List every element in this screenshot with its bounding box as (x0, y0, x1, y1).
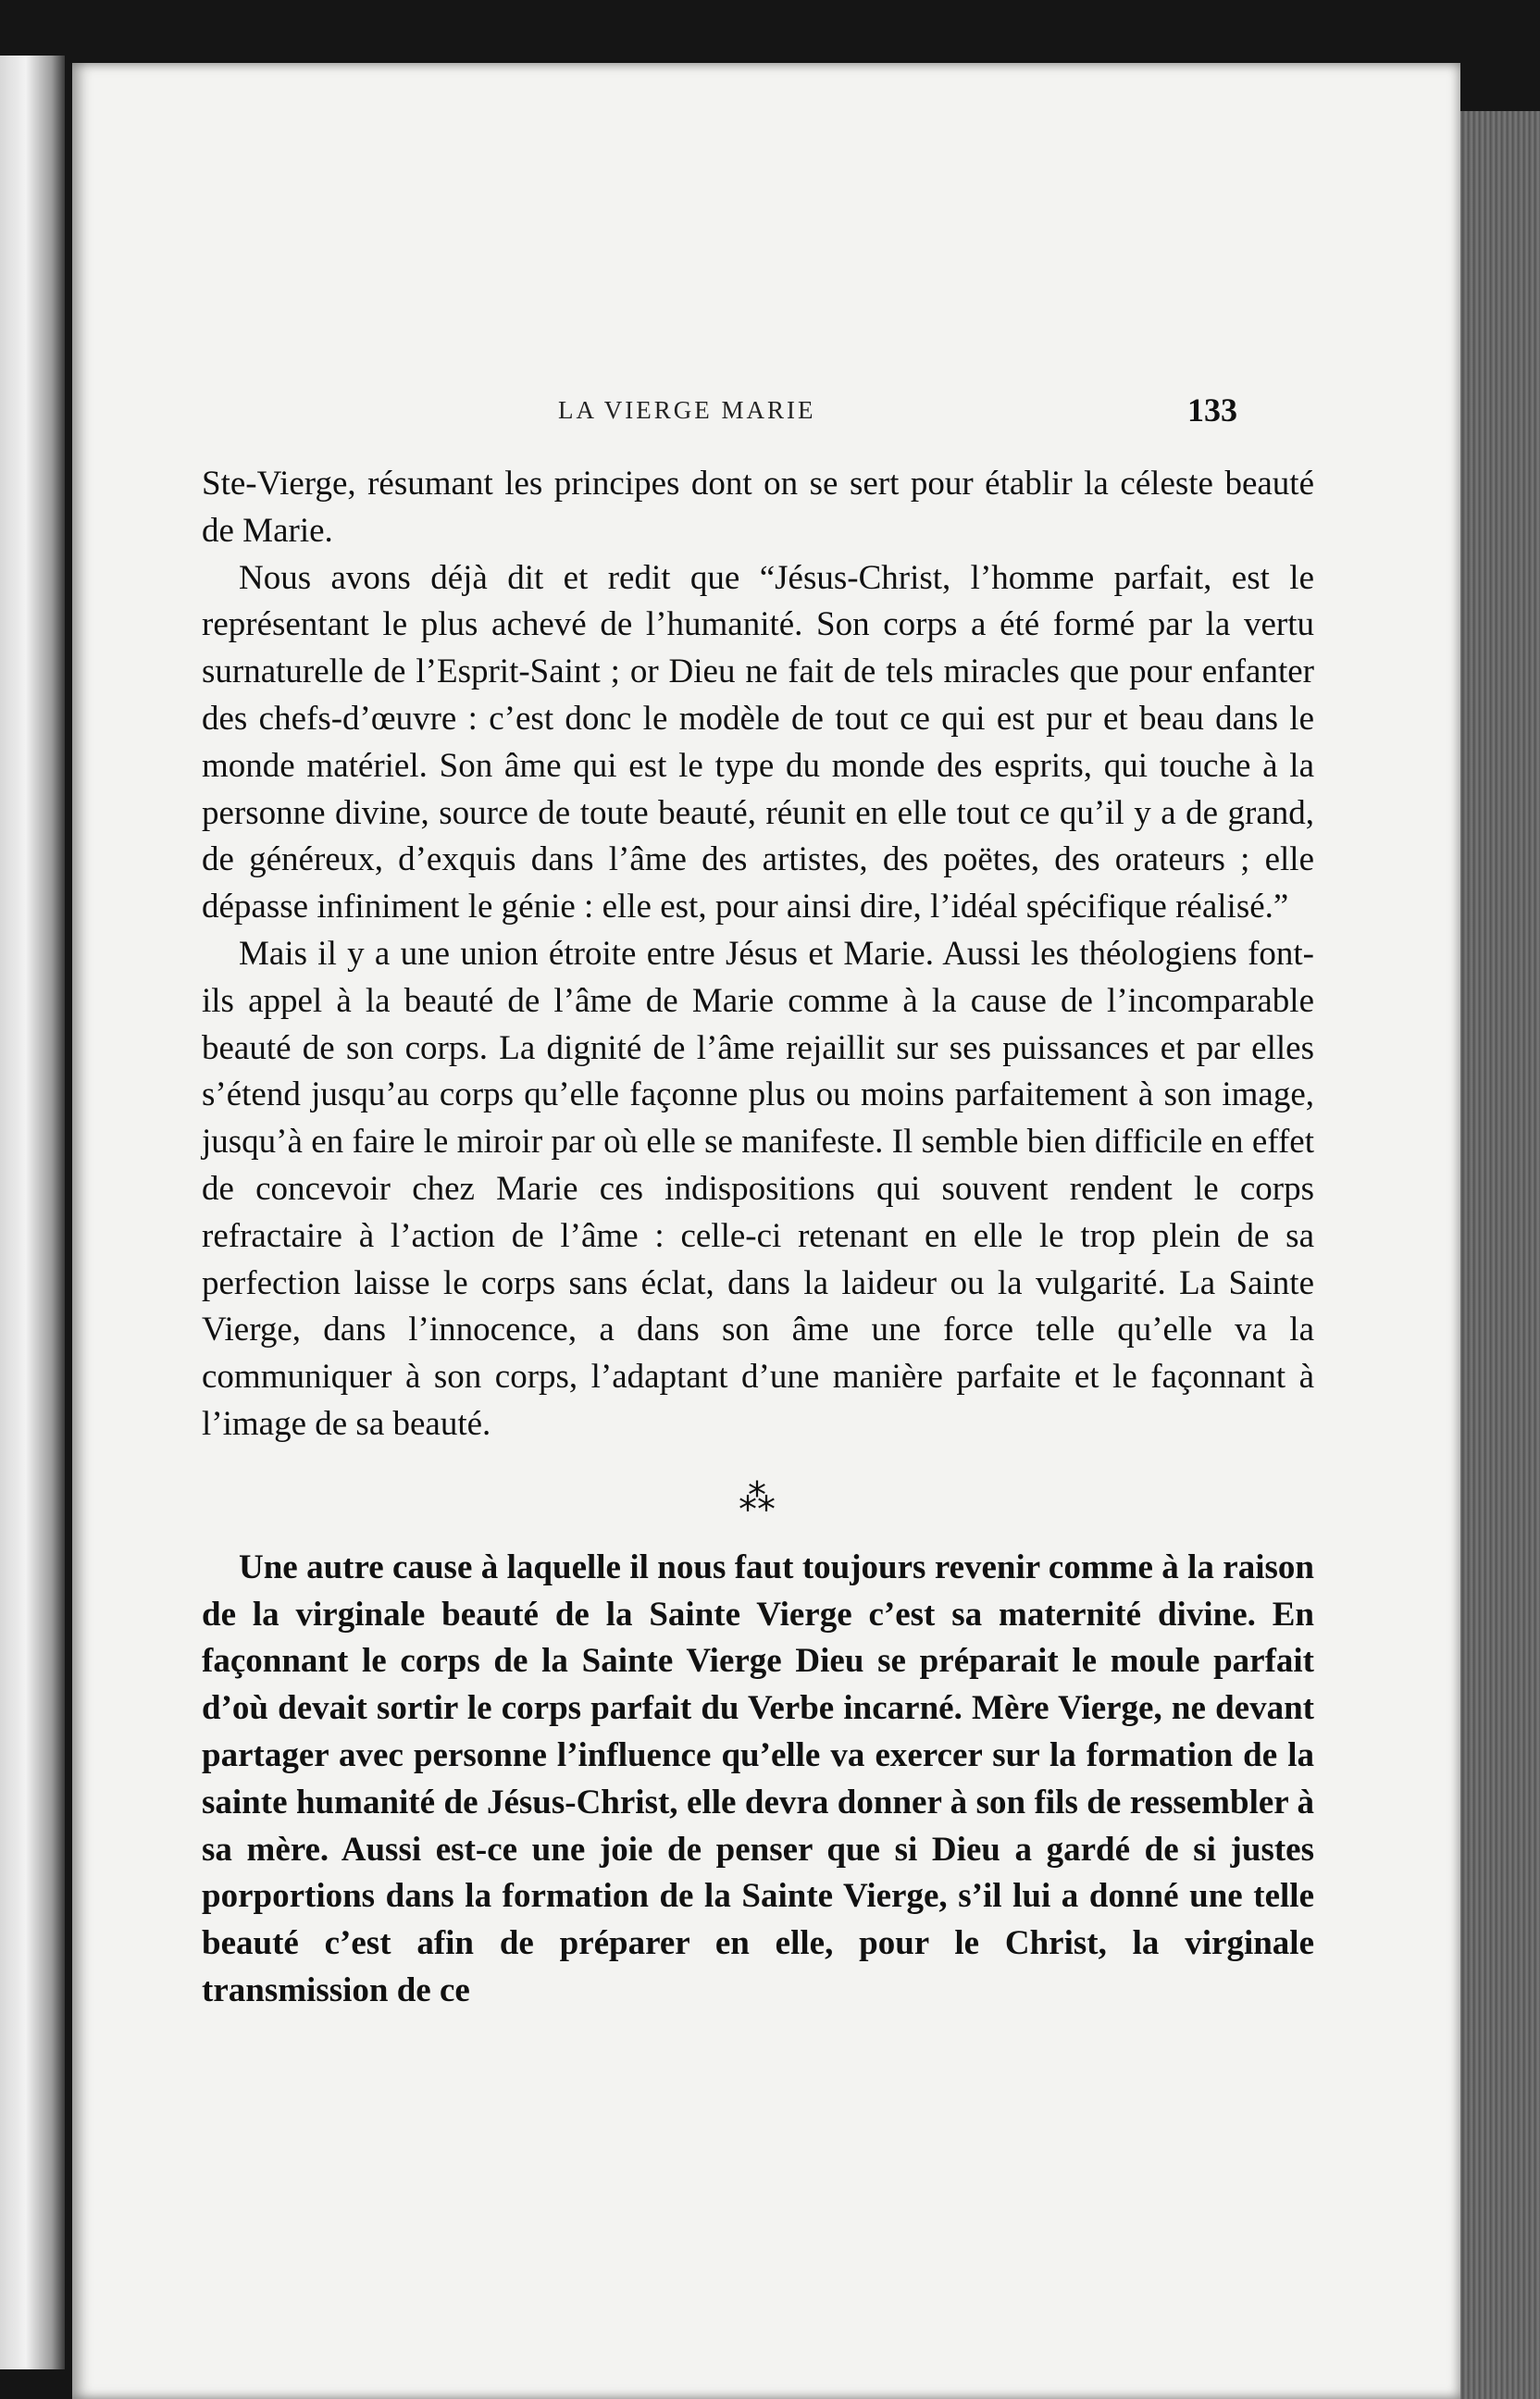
running-head (72, 392, 1460, 433)
paragraph-3: Mais il y a une union étroite entre Jésus et Marie. Aussi les théologiens font-ils appel à la beauté de l’âme de Marie comme à la cause de l’incomparable beauté de son corps. La dignité de l’âme rejaillit sur ses puissances et par elles s’étend jusqu’au corps qu’elle façonne plus ou moins parfaitement à son image, jusqu’à en faire le miroir par où elle se manifeste. Il semble bien difficile en effet de concevoir chez Marie ces indispositions qui souvent rendent le corps refractaire à l’action de l’âme : celle-ci retenant en elle le trop plein de sa perfection laisse le corps sans éclat, dans la laideur ou la vulgarité. La Sainte Vierge, dans l’innocence, a dans son âme une force telle qu’elle va la communiquer à son corps, l’adaptant d’une manière parfaite et le façonnant à l’image de sa beauté. (202, 934, 1314, 1443)
page-number: 133 (1187, 392, 1237, 429)
running-title: LA VIERGE MARIE (558, 396, 816, 424)
body-text (202, 461, 1314, 2015)
paragraph-4: Une autre cause à laquelle il nous faut toujours revenir comme à la raison de la virginale beauté de la Sainte Vierge c’est sa maternité divine. En façonnant le corps de la Sainte Vierge Dieu se préparait le moule parfait d’où devait sortir le corps parfait du Verbe incarné. Mère Vierge, ne devant partager avec personne l’influence qu’elle va exercer sur la formation de la sainte humanité de Jésus-Christ, elle devra donner à son fils de ressembler à sa mère. Aussi est-ce une joie de penser que si Dieu a gardé de si justes porportions dans la formation de la Sainte Vierge, s’il lui a donné une telle beauté c’est afin de préparer en elle, pour le Christ, la virginale transmission de ce (202, 1548, 1314, 2009)
paragraph-2: Nous avons déjà dit et redit que “Jésus-Christ, l’homme parfait, est le représentant le plus achevé de l’humanité. Son corps a été formé par la vertu surnaturelle de l’Esprit-Saint ; or Dieu ne fait de tels miracles que pour enfanter des chefs-d’œuvre : c’est donc le modèle de tout ce qui est pur et beau dans le monde matériel. Son âme qui est le type du monde des esprits, qui touche à la personne divine, source de toute beauté, réunit en elle tout ce qu’il y a de grand, de généreux, d’exquis dans l’âme des artistes, des poëtes, des orateurs ; elle dépasse infiniment le génie : elle est, pour ainsi dire, l’idéal spécifique réalisé.” (202, 558, 1314, 926)
asterism-separator: ⁂ (739, 1476, 777, 1519)
facing-page-edge (0, 56, 65, 2369)
paragraph-1: Ste-Vierge, résumant les principes dont on se sert pour établir la céleste beauté de Marie. (202, 465, 1314, 550)
book-page (72, 63, 1460, 2399)
page-stack-edge (1458, 111, 1540, 2399)
